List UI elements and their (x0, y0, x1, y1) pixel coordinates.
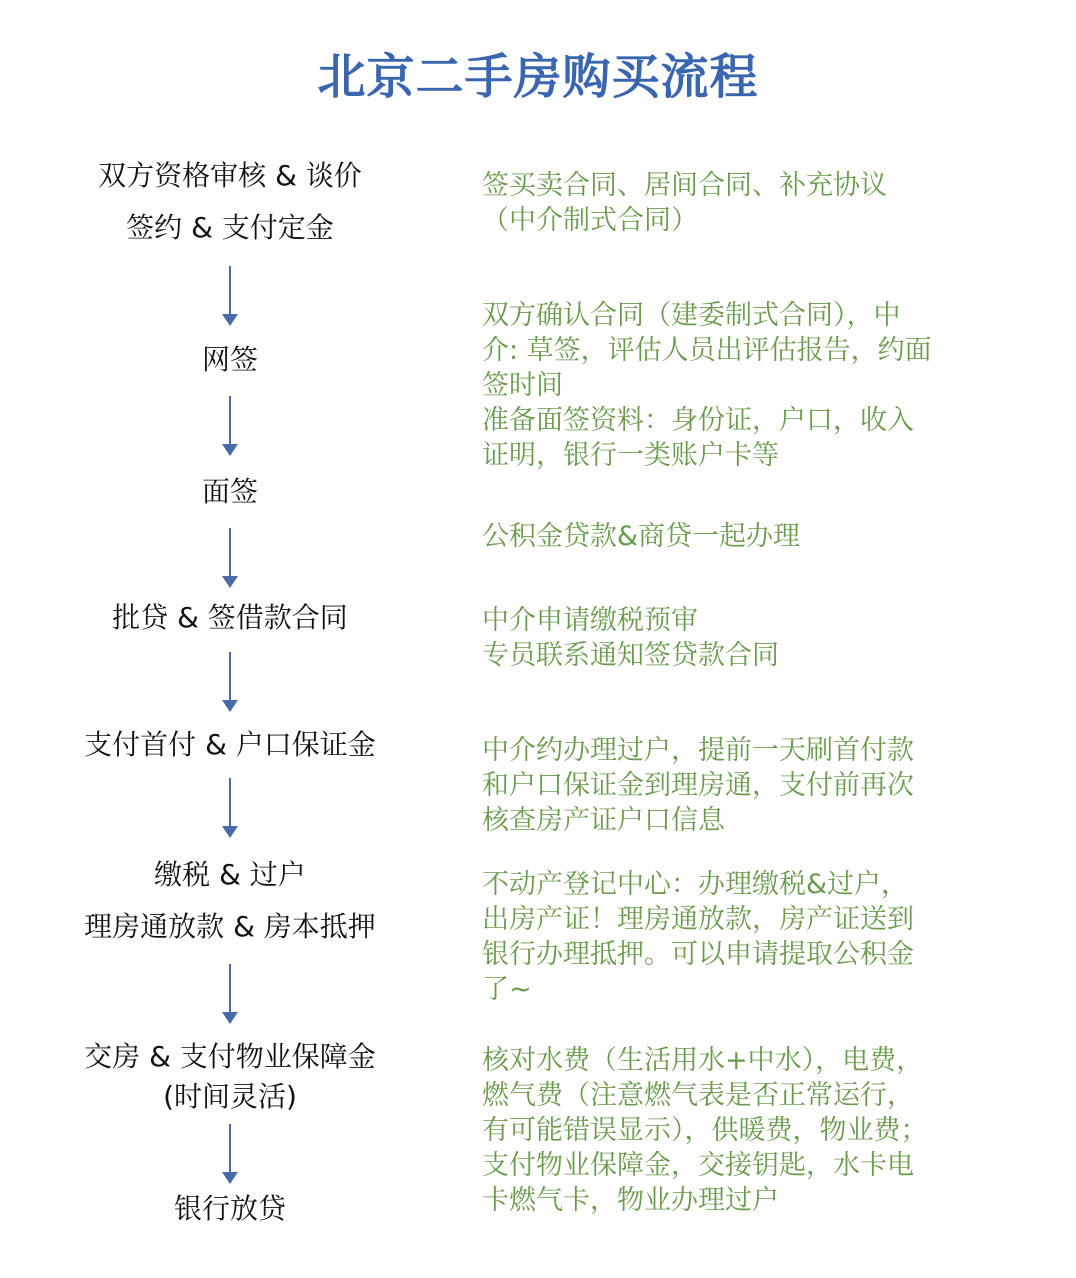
step-bank-disbursement (30, 1183, 430, 1235)
note-line: 支付物业保障金，交接钥匙，水卡电 (482, 1150, 914, 1181)
note-line: 公积金贷款&商贷一起办理 (482, 521, 801, 552)
step-loan-approval (30, 592, 430, 644)
note-line: 核查房产证户口信息 (482, 805, 725, 836)
step-qualification-signing (30, 150, 430, 254)
note-online-signing (482, 298, 982, 473)
note-tax-pre-review (482, 603, 982, 673)
note-line: 证明，银行一类账户卡等 (482, 440, 779, 471)
note-loan-processing (482, 519, 982, 554)
step-line: 双方资格审核 & 谈价 (98, 159, 362, 192)
down-arrow-icon (222, 652, 238, 712)
note-registration-center (482, 867, 982, 1007)
step-line: 面签 (201, 475, 258, 508)
down-arrow-icon (222, 528, 238, 588)
note-line: 中介约办理过户，提前一天刷首付款 (482, 735, 914, 766)
step-tax-transfer (30, 849, 430, 953)
note-line: 中介申请缴税预审 (482, 605, 698, 636)
down-arrow-icon (222, 396, 238, 456)
note-line: 介: 草签，评估人员出评估报告，约面 (482, 335, 932, 366)
note-line: 燃气费（注意燃气表是否正常运行， (482, 1080, 914, 1111)
note-line: 签买卖合同、居间合同、补充协议 (482, 170, 887, 201)
page-title: 北京二手房购买流程 (317, 49, 759, 105)
down-arrow-icon (222, 266, 238, 326)
note-line: 双方确认合同（建委制式合同），中 (482, 300, 901, 331)
step-handover (30, 1037, 430, 1117)
down-arrow-icon (222, 778, 238, 838)
step-line: (时间灵活) (163, 1080, 297, 1113)
step-line: 支付首付 & 户口保证金 (84, 728, 376, 761)
step-line: 网签 (201, 343, 258, 376)
note-line: 专员联系通知签贷款合同 (482, 640, 779, 671)
note-transfer-appointment (482, 733, 982, 838)
note-line: 有可能错误显示），供暖费，物业费； (482, 1115, 928, 1146)
step-online-signing (30, 334, 430, 386)
note-line: 卡燃气卡，物业办理过户 (482, 1185, 779, 1216)
note-line: 准备面签资料：身份证，户口，收入 (482, 405, 914, 436)
note-handover-checklist (482, 1043, 982, 1218)
note-line: 出房产证！理房通放款，房产证送到 (482, 904, 914, 935)
note-line: 签时间 (482, 370, 563, 401)
note-line: （中介制式合同） (482, 205, 698, 236)
note-contract-signing (482, 168, 982, 238)
note-line: 了~ (482, 974, 532, 1005)
note-line: 银行办理抵押。可以申请提取公积金 (482, 939, 914, 970)
step-down-payment (30, 719, 430, 771)
note-line: 不动产登记中心：办理缴税&过户， (482, 869, 909, 900)
step-line: 银行放贷 (173, 1192, 286, 1225)
step-line: 批贷 & 签借款合同 (112, 601, 348, 634)
step-line: 交房 & 支付物业保障金 (84, 1040, 376, 1073)
note-line: 和户口保证金到理房通，支付前再次 (482, 770, 914, 801)
step-interview-signing (30, 466, 430, 518)
down-arrow-icon (222, 1124, 238, 1184)
step-line: 签约 & 支付定金 (126, 211, 334, 244)
step-line: 缴税 & 过户 (154, 858, 306, 891)
down-arrow-icon (222, 964, 238, 1024)
note-line: 核对水费（生活用水+中水），电费， (482, 1045, 924, 1076)
step-line: 理房通放款 & 房本抵押 (84, 910, 376, 943)
